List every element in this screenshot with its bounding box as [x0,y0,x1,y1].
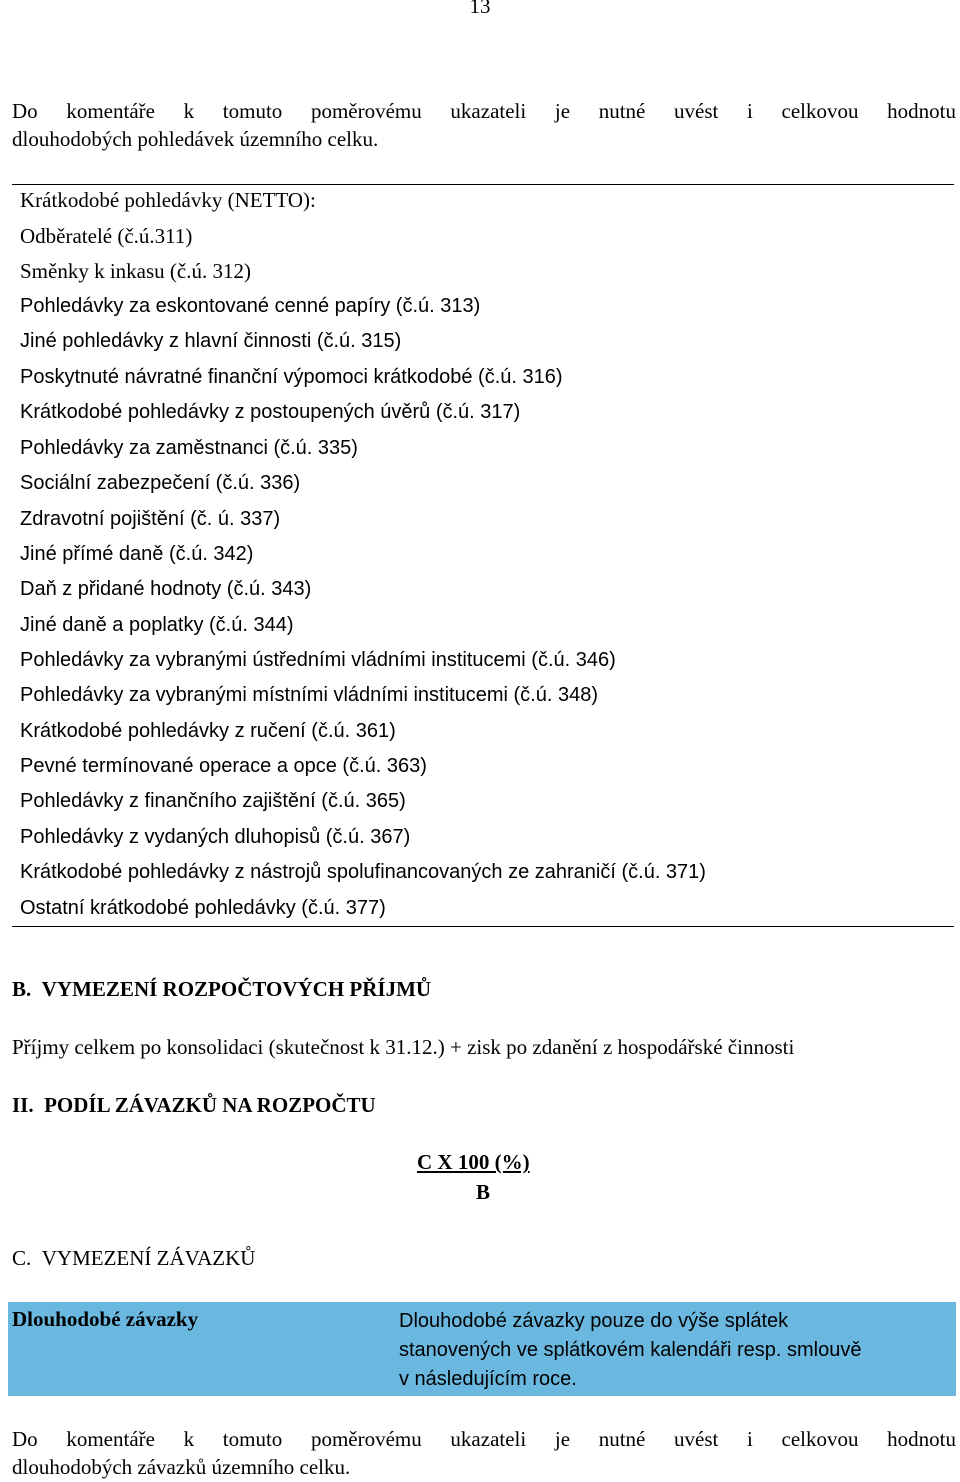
section-ii-heading [12,1093,376,1118]
receivable-item: Poskytnuté návratné finanční výpomoci krátkodobé (č.ú. 316) [20,366,563,388]
section-c-title: VYMEZENÍ ZÁVAZKŮ [41,1246,256,1270]
liabilities-desc-line3: v následujícím roce. [399,1368,577,1390]
section-ii-title: PODÍL ZÁVAZKŮ NA ROZPOČTU [44,1093,376,1117]
section-b-title: VYMEZENÍ ROZPOČTOVÝCH PŘÍJMŮ [41,977,432,1001]
liabilities-desc-line2: stanovených ve splátkovém kalendáři resp. smlouvě [399,1339,862,1361]
comment-bottom-line1: Do komentáře k tomuto poměrovému ukazateli je nutné uvést i celkovou hodnotu [12,1427,956,1451]
section-b-letter: B. [12,977,32,1001]
comment-top [12,97,956,153]
receivable-item: Pohledávky za vybranými místními vládními institucemi (č.ú. 348) [20,684,598,706]
receivable-item: Pohledávky za zaměstnanci (č.ú. 335) [20,437,358,459]
receivable-item: Pohledávky za eskontované cenné papíry (č.ú. 313) [20,295,481,317]
formula-denominator: B [476,1180,491,1204]
receivable-item: Pohledávky za vybranými ústředními vládními institucemi (č.ú. 346) [20,649,616,671]
receivable-item: Jiné daně a poplatky (č.ú. 344) [20,614,294,636]
receivable-item: Zdravotní pojištění (č. ú. 337) [20,508,281,530]
section-c-letter: C. [12,1246,32,1270]
liabilities-desc-line1: Dlouhodobé závazky pouze do výše splátek [399,1310,789,1332]
receivable-item: Pohledávky z vydaných dluhopisů (č.ú. 367) [20,826,411,848]
receivable-item: Krátkodobé pohledávky z nástrojů spolufinancovaných ze zahraničí (č.ú. 371) [20,861,706,883]
receivable-item: Jiné pohledávky z hlavní činnosti (č.ú. 315) [20,330,402,352]
receivables-title: Krátkodobé pohledávky (NETTO): [20,188,316,212]
receivable-item: Daň z přidané hodnoty (č.ú. 343) [20,578,312,600]
receivable-item: Směnky k inkasu (č.ú. 312) [20,259,251,283]
section-ii-letter: II. [12,1093,34,1117]
section-b-heading [12,977,431,1002]
receivable-item: Krátkodobé pohledávky z postoupených úvěrů (č.ú. 317) [20,401,521,423]
receivable-item: Pohledávky z finančního zajištění (č.ú. 365) [20,790,406,812]
receivable-item: Ostatní krátkodobé pohledávky (č.ú. 377) [20,897,386,919]
comment-top-line1: Do komentáře k tomuto poměrovému ukazateli je nutné uvést i celkovou hodnotu [12,99,956,123]
receivable-item: Jiné přímé daně (č.ú. 342) [20,543,254,565]
receivable-item: Pevné termínované operace a opce (č.ú. 363) [20,755,427,777]
receivable-item: Odběratelé (č.ú.311) [20,224,193,248]
section-c-heading [12,1246,255,1271]
formula-numerator: C X 100 (%) [417,1150,530,1174]
liabilities-table-label: Dlouhodobé závazky [12,1307,199,1331]
comment-bottom-line2: dlouhodobých závazků územního celku. [12,1455,351,1479]
comment-top-line2: dlouhodobých pohledávek územního celku. [12,127,379,151]
section-b-definition: Příjmy celkem po konsolidaci (skutečnost k 31.12.) + zisk po zdanění z hospodářské činnosti [12,1035,795,1059]
page-number: 13 [469,0,491,18]
receivable-item: Sociální zabezpečení (č.ú. 336) [20,472,301,494]
comment-bottom [12,1425,956,1481]
receivable-item: Krátkodobé pohledávky z ručení (č.ú. 361) [20,720,396,742]
liabilities-table-description [399,1307,939,1394]
